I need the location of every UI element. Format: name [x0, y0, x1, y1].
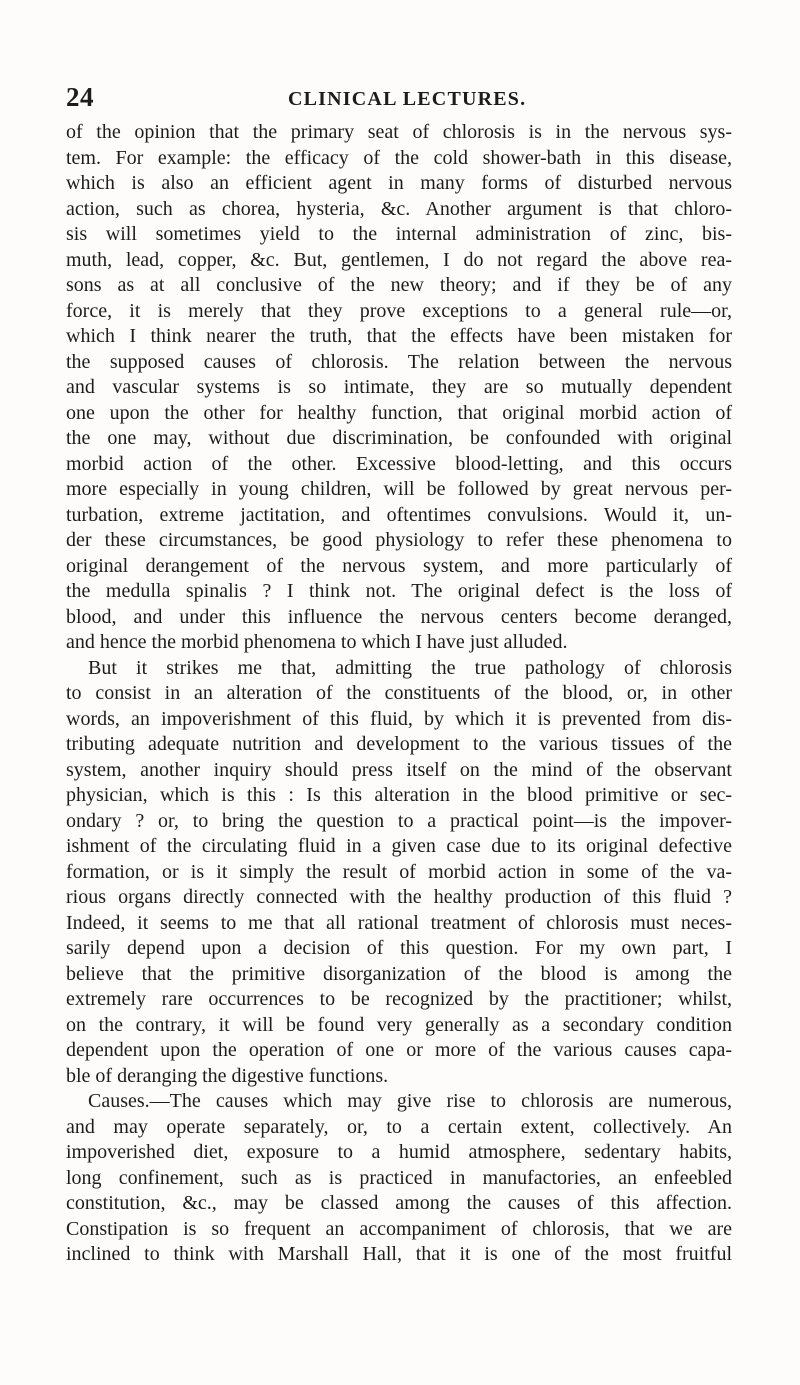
text-line: believe that the primitive disorganization of the blood is among the — [66, 962, 732, 985]
text-line: action, such as chorea, hysteria, &c. Another argument is that chloro- — [66, 197, 732, 220]
text-line: original derangement of the nervous system, and more particularly of — [66, 554, 732, 577]
text-line: more especially in young children, will be followed by great nervous per- — [66, 478, 732, 500]
running-head — [66, 82, 730, 112]
text-line: which is also an efficient agent in many forms of disturbed nervous — [66, 172, 732, 194]
text-line: and hence the morbid phenomena to which I have just alluded. — [66, 631, 568, 653]
text-line: But it strikes me that, admitting the true pathology of chlorosis — [88, 656, 732, 679]
text-line: system, another inquiry should press itself on the mind of the observant — [66, 758, 732, 781]
text-line: one upon the other for healthy function, that original morbid action of — [66, 401, 732, 424]
text-line: sarily depend upon a decision of this question. For my own part, I — [66, 937, 732, 959]
text-line: to consist in an alteration of the constituents of the blood, or, in other — [66, 682, 732, 704]
text-line: of the opinion that the primary seat of chlorosis is in the nervous sys- — [66, 121, 732, 143]
text-line: muth, lead, copper, &c. But, gentlemen, I do not regard the above rea- — [66, 248, 732, 271]
text-line: inclined to think with Marshall Hall, that it is one of the most fruitful — [66, 1243, 732, 1265]
text-line: impoverished diet, exposure to a humid atmosphere, sedentary habits, — [66, 1141, 732, 1163]
text-line: formation, or is it simply the result of morbid action in some of the va- — [66, 860, 732, 883]
text-line: and vascular systems is so intimate, they are so mutually dependent — [66, 376, 732, 398]
text-line: tributing adequate nutrition and development to the various tissues of the — [66, 733, 732, 755]
body-text — [66, 120, 732, 1268]
text-line: blood, and under this influence the nervous centers become deranged, — [66, 605, 732, 628]
text-line: dependent upon the operation of one or more of the various causes capa- — [66, 1039, 732, 1061]
text-line: the supposed causes of chlorosis. The relation between the nervous — [66, 350, 732, 373]
text-line: der these circumstances, be good physiology to refer these phenomena to — [66, 529, 732, 551]
text-line: physician, which is this : Is this alteration in the blood primitive or sec- — [66, 784, 732, 806]
text-line: words, an impoverishment of this fluid, by which it is prevented from dis- — [66, 707, 732, 730]
text-line: Constipation is so frequent an accompaniment of chlorosis, that we are — [66, 1217, 732, 1240]
text-line: Indeed, it seems to me that all rational treatment of chlorosis must neces- — [66, 911, 732, 934]
text-line: sons as at all conclusive of the new theory; and if they be of any — [66, 274, 732, 296]
text-line: and may operate separately, or, to a certain extent, collectively. An — [66, 1115, 732, 1138]
text-line: extremely rare occurrences to be recognized by the practitioner; whilst, — [66, 988, 732, 1010]
text-line: ondary ? or, to bring the question to a practical point—is the impover- — [66, 809, 732, 832]
text-line: on the contrary, it will be found very generally as a secondary condition — [66, 1013, 732, 1036]
text-line: sis will sometimes yield to the internal administration of zinc, bis- — [66, 223, 732, 245]
text-line: rious organs directly connected with the healthy production of this fluid ? — [66, 886, 732, 908]
text-line: constitution, &c., may be classed among the causes of this affection. — [66, 1192, 732, 1214]
running-title: CLINICAL LECTURES. — [288, 88, 527, 110]
text-line: ishment of the circulating fluid in a given case due to its original defective — [66, 835, 732, 857]
text-line: which I think nearer the truth, that the effects have been mistaken for — [66, 325, 732, 347]
text-line: tem. For example: the efficacy of the cold shower-bath in this disease, — [66, 146, 732, 169]
text-line: turbation, extreme jactitation, and oftentimes convulsions. Would it, un- — [66, 503, 732, 526]
text-line: long confinement, such as is practiced in manufactories, an enfeebled — [66, 1166, 732, 1189]
text-line: the medulla spinalis ? I think not. The original defect is the loss of — [66, 580, 732, 602]
text-line: the one may, without due discrimination, be confounded with original — [66, 427, 732, 449]
text-line: Causes.—The causes which may give rise to chlorosis are numerous, — [88, 1090, 732, 1112]
text-line: morbid action of the other. Excessive blood-letting, and this occurs — [66, 452, 732, 475]
page-number: 24 — [66, 82, 94, 112]
text-line: force, it is merely that they prove exceptions to a general rule—or, — [66, 299, 732, 322]
text-line: ble of deranging the digestive functions. — [66, 1064, 389, 1087]
